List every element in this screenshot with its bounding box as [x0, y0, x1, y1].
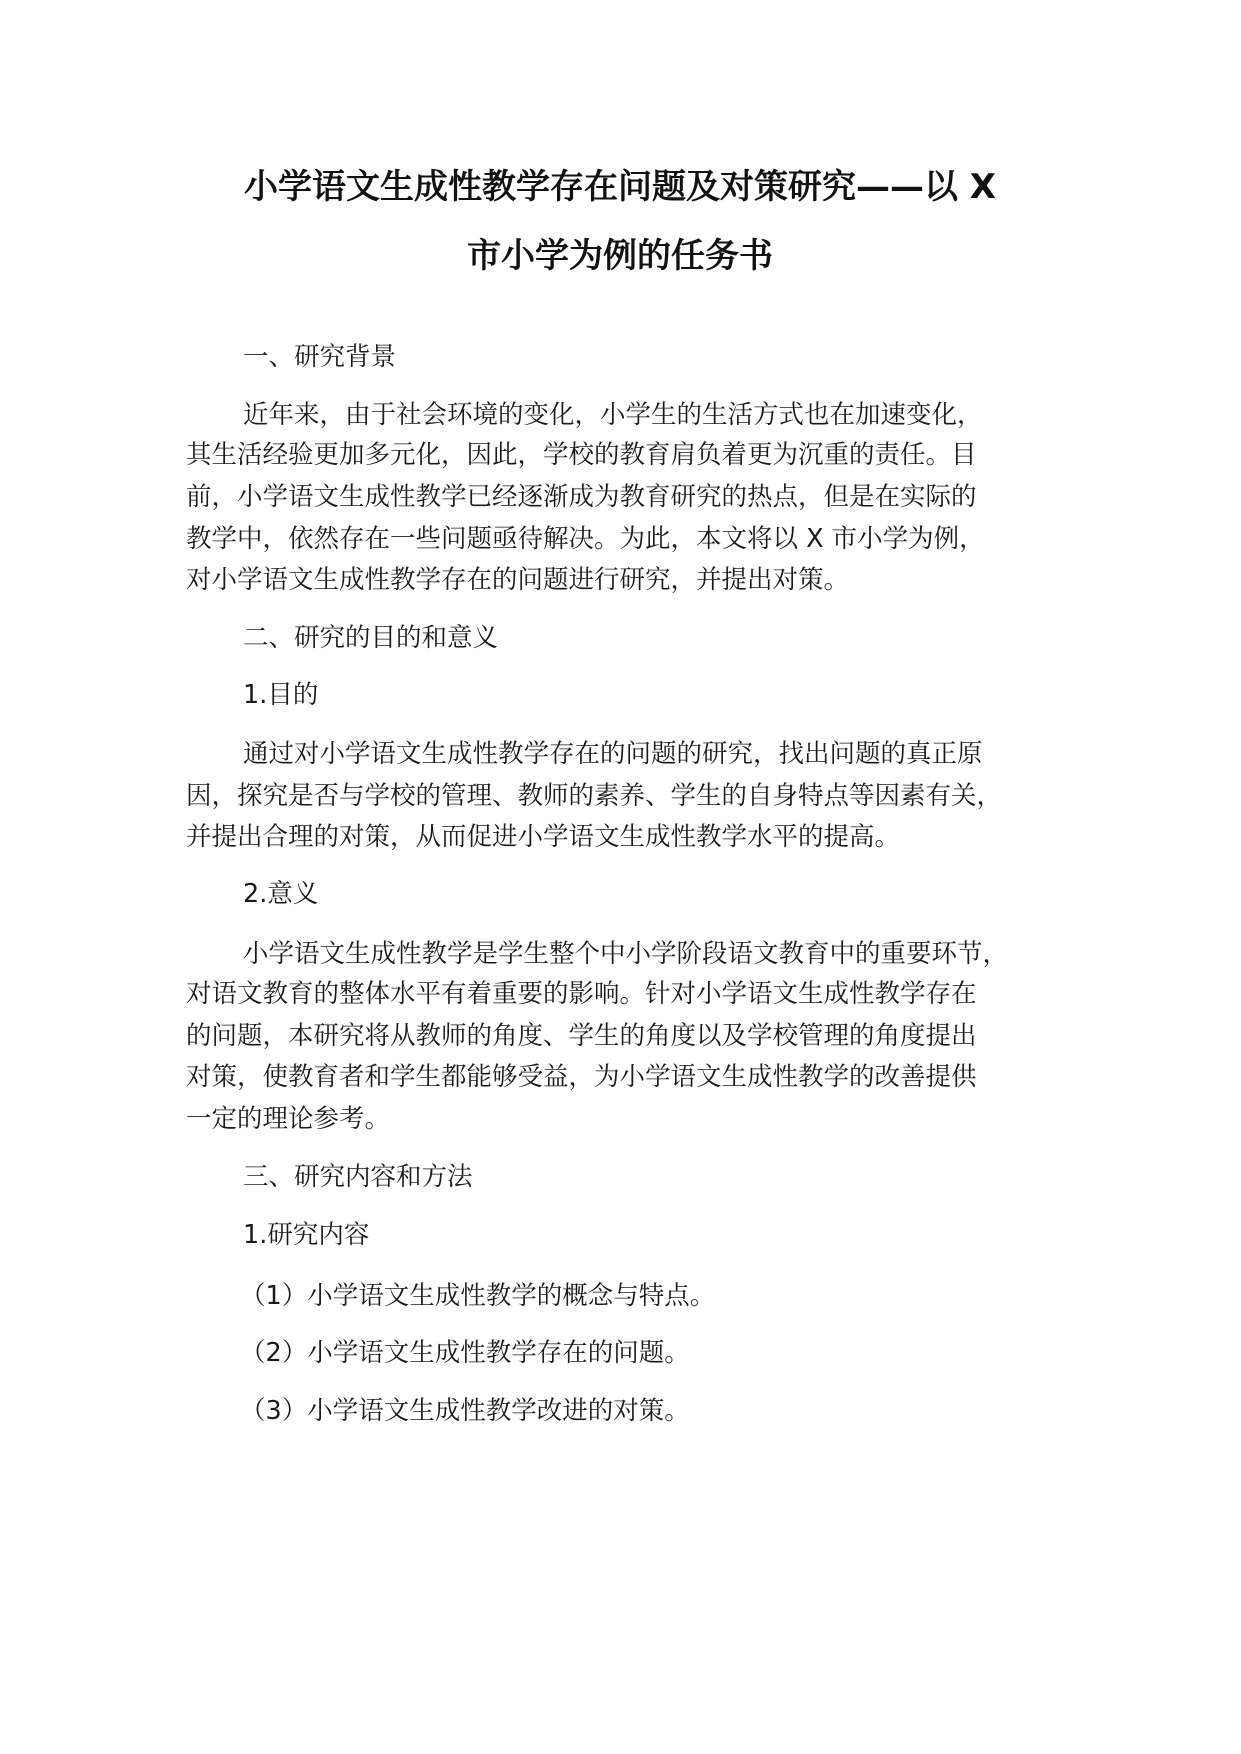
- background-paragraph-line: 对小学语文生成性教学存在的问题进行研究，并提出对策。: [186, 565, 850, 595]
- background-paragraph-line: 前，小学语文生成性教学已经逐渐成为教育研究的热点，但是在实际的: [186, 482, 977, 512]
- subheading-significance: 2.意义: [243, 879, 319, 909]
- document-title-line-2: 市小学为例的任务书: [467, 236, 773, 276]
- background-paragraph-line: 近年来，由于社会环境的变化，小学生的生活方式也在加速变化，: [243, 400, 983, 430]
- significance-paragraph-line: 小学语文生成性教学是学生整个中小学阶段语文教育中的重要环节，: [243, 939, 1009, 969]
- research-content-item: （2）小学语文生成性教学存在的问题。: [240, 1338, 690, 1368]
- subheading-purpose: 1.目的: [243, 680, 319, 710]
- research-content-item: （3）小学语文生成性教学改进的对策。: [240, 1396, 690, 1426]
- section-heading-background: 一、研究背景: [243, 342, 397, 372]
- significance-paragraph-line: 对策，使教育者和学生都能够受益，为小学语文生成性教学的改善提供: [186, 1062, 977, 1092]
- significance-paragraph-line: 的问题，本研究将从教师的角度、学生的角度以及学校管理的角度提出: [186, 1021, 977, 1051]
- research-content-item: （1）小学语文生成性教学的概念与特点。: [240, 1281, 716, 1311]
- purpose-paragraph-line: 因，探究是否与学校的管理、教师的素养、学生的自身特点等因素有关，: [186, 781, 1003, 811]
- purpose-paragraph-line: 并提出合理的对策，从而促进小学语文生成性教学水平的提高。: [186, 822, 901, 852]
- document-title-line-1: 小学语文生成性教学存在问题及对策研究——以 X: [243, 167, 997, 207]
- section-heading-content-method: 三、研究内容和方法: [243, 1162, 473, 1192]
- subheading-research-content: 1.研究内容: [243, 1220, 370, 1250]
- section-heading-purpose-significance: 二、研究的目的和意义: [243, 623, 499, 653]
- significance-paragraph-line: 一定的理论参考。: [186, 1104, 391, 1134]
- background-paragraph-line: 教学中，依然存在一些问题亟待解决。为此，本文将以 X 市小学为例，: [186, 524, 985, 554]
- background-paragraph-line: 其生活经验更加多元化，因此，学校的教育肩负着更为沉重的责任。目: [186, 440, 977, 470]
- purpose-paragraph-line: 通过对小学语文生成性教学存在的问题的研究，找出问题的真正原: [243, 739, 983, 769]
- significance-paragraph-line: 对语文教育的整体水平有着重要的影响。针对小学语文生成性教学存在: [186, 979, 977, 1009]
